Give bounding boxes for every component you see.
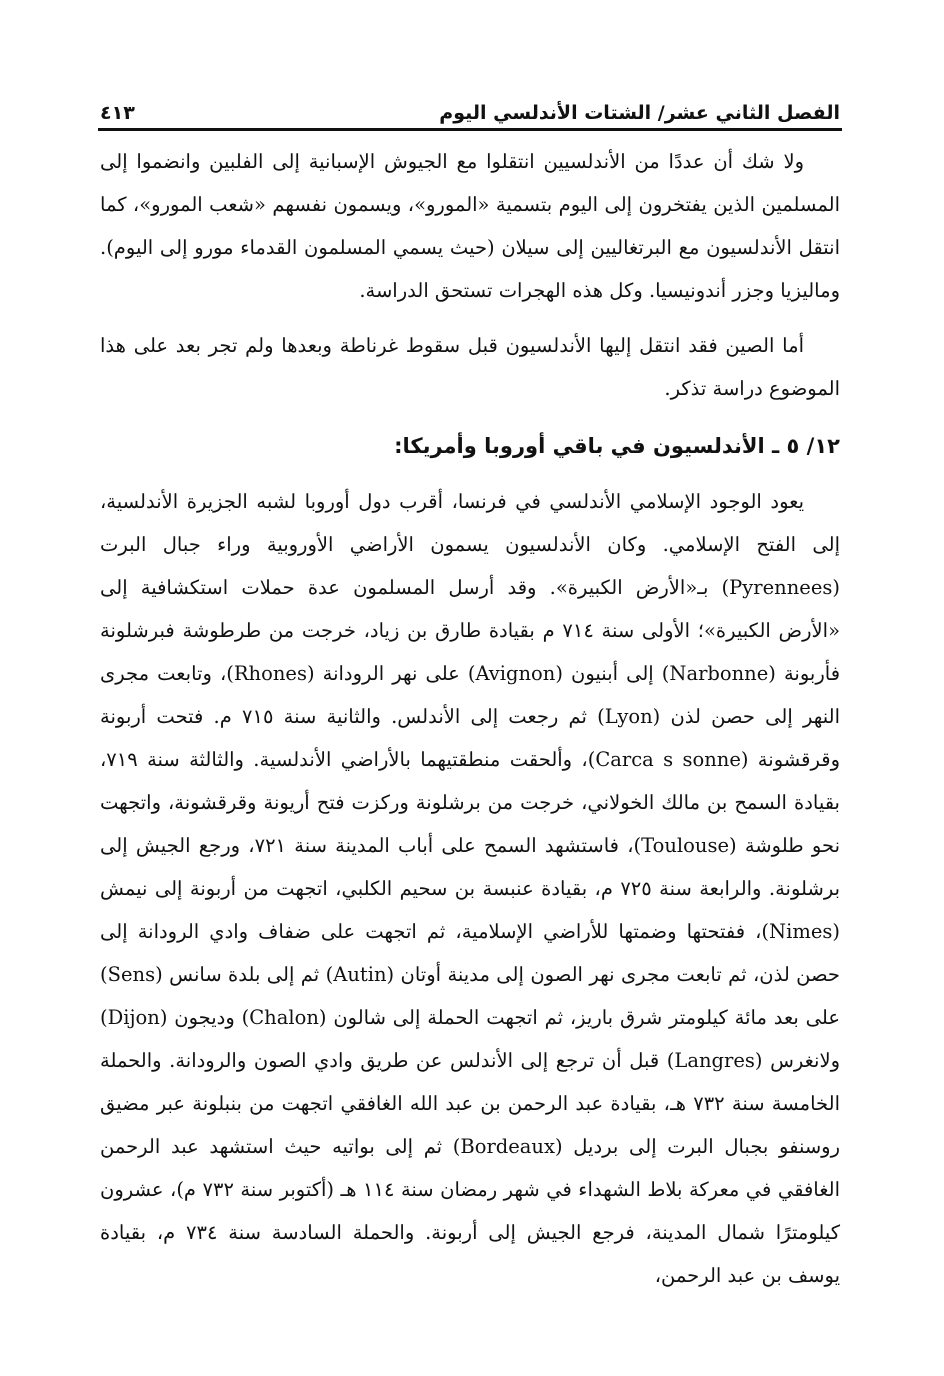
chapter-title: الفصل الثاني عشر/ الشتات الأندلسي اليوم xyxy=(439,102,840,124)
paragraph-france: يعود الوجود الإسلامي الأندلسي في فرنسا، أقرب دول أوروبا لشبه الجزيرة الأندلسية، إلى الفتح الإسلامي. وكان الأندلسيون يسمون الأراضي الأوروبية وراء جبال البرت (Pyrennees) بـ«الأرض الكبيرة». وقد أرسل المسلمون عدة حملات استكشافية إلى «الأرض الكبيرة»؛ الأولى سنة ٧١٤ م بقيادة طارق بن زياد، خرجت من طرطوشة فبرشلونة فأربونة (Narbonne) إلى أبنيون (Avignon) على نهر الرودانة (Rhones)، وتابعت مجرى النهر إلى حصن لذن (Lyon) ثم رجعت إلى الأندلس. والثانية سنة ٧١٥ م. فتحت أربونة وقرقشونة (Carca s sonne)، وألحقت منطقتيهما بالأراضي الأندلسية. والثالثة سنة ٧١٩، بقيادة السمح بن مالك الخولاني، خرجت من برشلونة وركزت فتح أريونة وقرقشونة، واتجهت نحو طلوشة (Toulouse)، فاستشهد السمح على أباب المدينة سنة ٧٢١، ورجع الجيش إلى برشلونة. والرابعة سنة ٧٢٥ م، بقيادة عنبسة بن سحيم الكلبي، اتجهت من أربونة إلى نيمش (Nimes)، ففتحتها وضمتها للأراضي الإسلامية، ثم اتجهت على ضفاف وادي الرودانة إلى حصن لذن، ثم تابعت مجرى نهر الصون إلى مدينة أوتان (Autin) ثم إلى بلدة سانس (Sens) على بعد مائة كيلومتر شرق باريز، ثم اتجهت الحملة إلى شالون (Chalon) وديجون (Dijon) ولانغرس (Langres) قبل أن ترجع إلى الأندلس عن طريق وادي الصون والرودانة. والحملة الخامسة سنة ٧٣٢ هـ، بقيادة عبد الرحمن بن عبد الله الغافقي اتجهت من بنبلونة عبر مضيق روسنفو بجبال البرت إلى برديل (Bordeaux) ثم إلى بواتيه حيث استشهد عبد الرحمن الغافقي في معركة بلاط الشهداء في شهر رمضان سنة ١١٤ هـ (أكتوبر سنة ٧٣٢ م)، عشرون كيلومترًا شمال المدينة، فرجع الجيش إلى أربونة. والحملة السادسة سنة ٧٣٤ م، بقيادة يوسف بن عبد الرحمن، xyxy=(100,490,841,1287)
paragraph-gap xyxy=(100,312,840,324)
paragraph-philippines: ولا شك أن عددًا من الأندلسيين انتقلوا مع الجيوش الإسبانية إلى الفلبين وانضموا إلى المسلمين الذين يفتخرون إلى اليوم بتسمية «المورو»، ويسمون نفسهم «شعب المورو»، كما انتقل الأندلسيون مع البرتغاليين إلى سيلان (حيث يسمي المسلمون القدماء مورو إلى اليوم). وماليزيا وجزر أندونيسيا. وكل هذه الهجرات تستحق الدراسة. xyxy=(100,150,840,302)
header-divider xyxy=(98,128,842,131)
page-number: ٤١٣ xyxy=(100,102,135,124)
paragraph-china: أما الصين فقد انتقل إليها الأندلسيون قبل سقوط غرناطة وبعدها ولم تجر بعد على هذا الموضوع دراسة تذكر. xyxy=(100,334,840,400)
page-body xyxy=(100,140,840,1297)
section-heading: ١٢/ ٥ ـ الأندلسيون في باقي أوروبا وأمريكا: xyxy=(394,434,840,458)
running-header xyxy=(100,84,840,124)
